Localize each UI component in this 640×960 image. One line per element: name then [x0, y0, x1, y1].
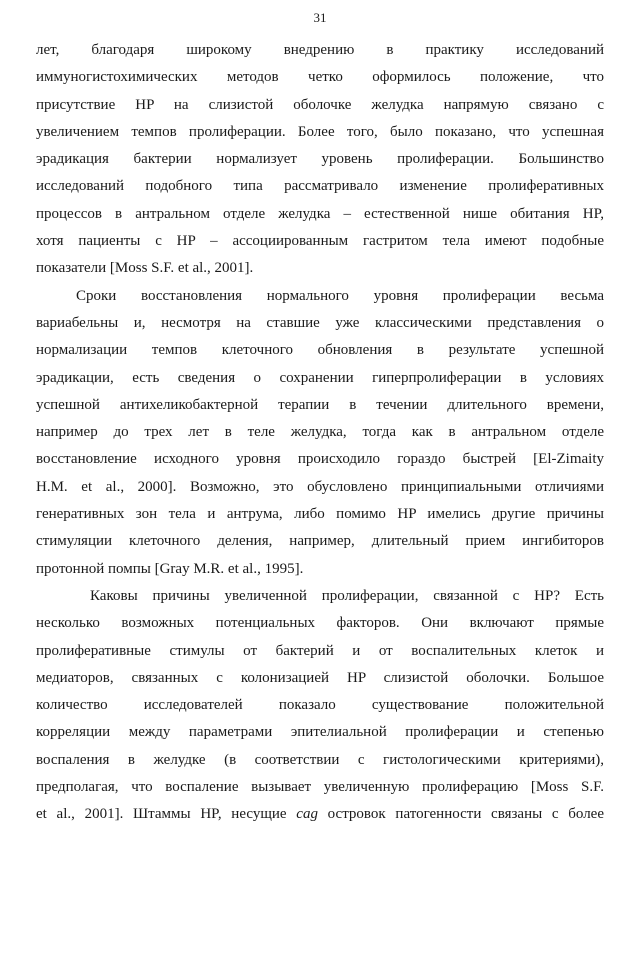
- paragraph-1: [36, 37, 604, 283]
- text-line: медиаторов, связанных с колонизацией HP слизистой оболочки. Большое: [36, 669, 604, 686]
- text-line: успешной антихеликобактерной терапии в течении длительного времени,: [36, 396, 604, 413]
- document-body: [36, 37, 604, 829]
- text-line: процессов в антральном отделе желудка – естественной нише обитания HP,: [36, 205, 604, 222]
- text-line: пролиферативные стимулы от бактерий и от воспалительных клеток и: [36, 642, 604, 659]
- paragraph-2: [36, 283, 604, 583]
- text-line: H.M. et al., 2000]. Возможно, это обусловлено принципиальными отличиями: [36, 478, 604, 495]
- text-line: присутствие HP на слизистой оболочке желудка напрямую связано с: [36, 96, 604, 113]
- text-line: иммуногистохимических методов четко оформилось положение, что: [36, 69, 604, 86]
- text-line: количество исследователей показало существование положительной: [36, 697, 604, 714]
- text-line: генеративных зон тела и антрума, либо помимо HP имелись другие причины: [36, 506, 604, 523]
- text-line: корреляции между параметрами эпителиальной пролиферации и степенью: [36, 724, 604, 741]
- text-line: стимуляции клеточного деления, например, длительный прием ингибиторов: [36, 533, 604, 550]
- text-line: увеличением темпов пролиферации. Более того, было показано, что успешная: [36, 123, 604, 140]
- text-line: эрадикации, есть сведения о сохранении гиперпролиферации в условиях: [36, 369, 604, 386]
- text-line: восстановление исходного уровня происходило гораздо быстрей [El-Zimaity: [36, 451, 604, 468]
- text-line: вариабельны и, несмотря на ставшие уже классическими представления о: [36, 314, 604, 331]
- text-line: протонной помпы [Gray M.R. et al., 1995].: [36, 560, 304, 577]
- italic-term: cag: [296, 806, 318, 823]
- page-number: 31: [313, 10, 327, 25]
- text-segment: островок патогенности связаны с более: [317, 806, 604, 823]
- paragraph-3: [36, 583, 604, 829]
- text-line-mixed: [36, 801, 604, 828]
- text-line: эрадикация бактерии нормализует уровень пролиферации. Большинство: [36, 151, 604, 168]
- text-line: предполагая, что воспаление вызывает увеличенную пролиферацию [Moss S.F.: [36, 779, 604, 796]
- text-line: показатели [Moss S.F. et al., 2001].: [36, 260, 254, 277]
- text-line: Сроки восстановления нормального уровня пролиферации весьма: [76, 287, 604, 304]
- text-line: нормализации темпов клеточного обновления в результате успешной: [36, 342, 604, 359]
- text-line: лет, благодаря широкому внедрению в практику исследований: [36, 42, 604, 58]
- text-line: исследований подобного типа рассматривало изменение пролиферативных: [36, 178, 604, 195]
- text-line: например до трех лет в теле желудка, тогда как в антральном отделе: [36, 424, 604, 441]
- text-line: Каковы причины увеличенной пролиферации, связанной с HP? Есть: [90, 587, 604, 604]
- text-line: воспаления в желудке (в соответствии с гистологическими критериями),: [36, 751, 604, 768]
- text-segment: et al., 2001]. Штаммы HP, несущие: [36, 806, 287, 823]
- text-line: хотя пациенты с HP – ассоциированным гастритом тела имеют подобные: [36, 233, 604, 250]
- text-line: несколько возможных потенциальных факторов. Они включают прямые: [36, 615, 604, 632]
